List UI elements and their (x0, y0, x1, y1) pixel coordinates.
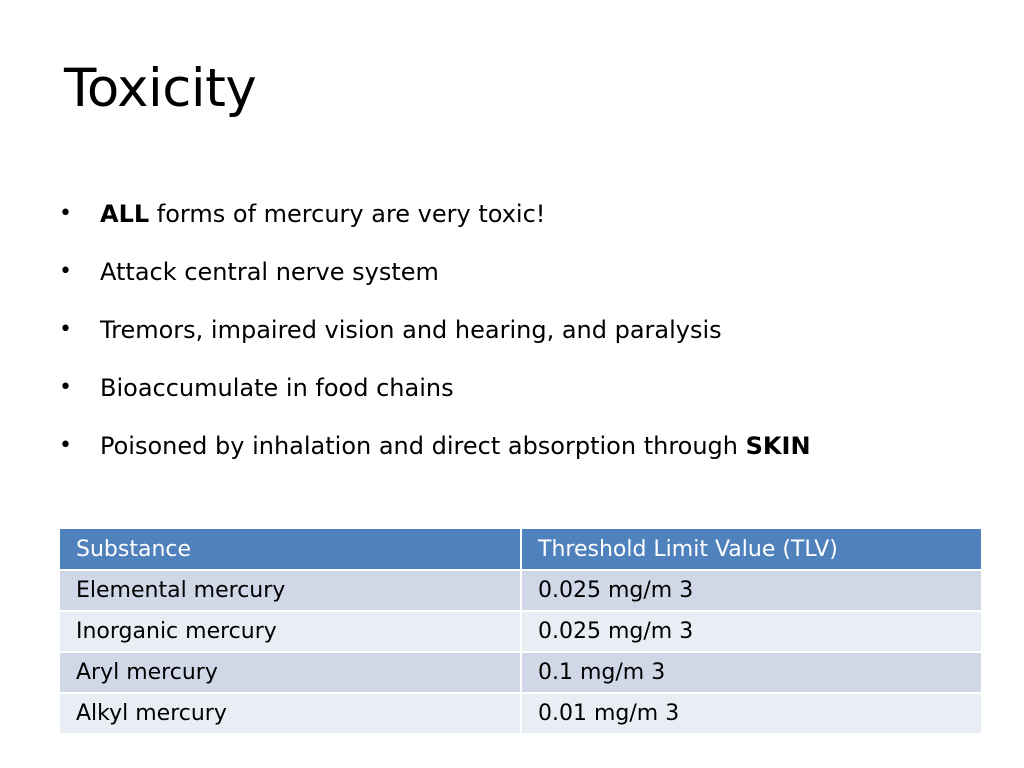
bullet-icon: • (59, 317, 72, 342)
table-row (60, 652, 981, 693)
bullet-item (57, 195, 987, 253)
substance-cell: Aryl mercury (60, 652, 521, 693)
bullet-body: Poisoned by inhalation and direct absorption through (100, 432, 746, 460)
substance-cell: Alkyl mercury (60, 693, 521, 734)
tlv-cell: 0.1 mg/m 3 (521, 652, 981, 693)
bullet-icon: • (59, 201, 72, 226)
tlv-cell: 0.025 mg/m 3 (521, 611, 981, 652)
bullet-text (100, 311, 722, 349)
bullet-text (100, 195, 545, 233)
tlv-table (60, 529, 981, 735)
slide-title: Toxicity (64, 58, 257, 119)
bullet-body: Attack central nerve system (100, 258, 439, 286)
bullet-text (100, 427, 811, 465)
table-row (60, 570, 981, 611)
table-row (60, 611, 981, 652)
bullet-body: forms of mercury are very toxic! (149, 200, 546, 228)
bullet-item (57, 311, 987, 369)
column-header-tlv: Threshold Limit Value (TLV) (521, 529, 981, 570)
bullet-list (57, 195, 987, 485)
table-row (60, 693, 981, 734)
bullet-icon: • (59, 433, 72, 458)
substance-cell: Elemental mercury (60, 570, 521, 611)
bullet-text (100, 369, 454, 407)
bullet-body: Bioaccumulate in food chains (100, 374, 454, 402)
substance-cell: Inorganic mercury (60, 611, 521, 652)
bullet-item (57, 427, 987, 485)
bullet-icon: • (59, 375, 72, 400)
tlv-cell: 0.025 mg/m 3 (521, 570, 981, 611)
table-header-row (60, 529, 981, 570)
column-header-substance: Substance (60, 529, 521, 570)
bullet-body: Tremors, impaired vision and hearing, and paralysis (100, 316, 722, 344)
bullet-item (57, 253, 987, 311)
bullet-emphasis: ALL (100, 200, 150, 228)
bullet-text (100, 253, 439, 291)
bullet-emphasis-after: SKIN (745, 432, 811, 460)
bullet-item (57, 369, 987, 427)
tlv-cell: 0.01 mg/m 3 (521, 693, 981, 734)
bullet-icon: • (59, 259, 72, 284)
